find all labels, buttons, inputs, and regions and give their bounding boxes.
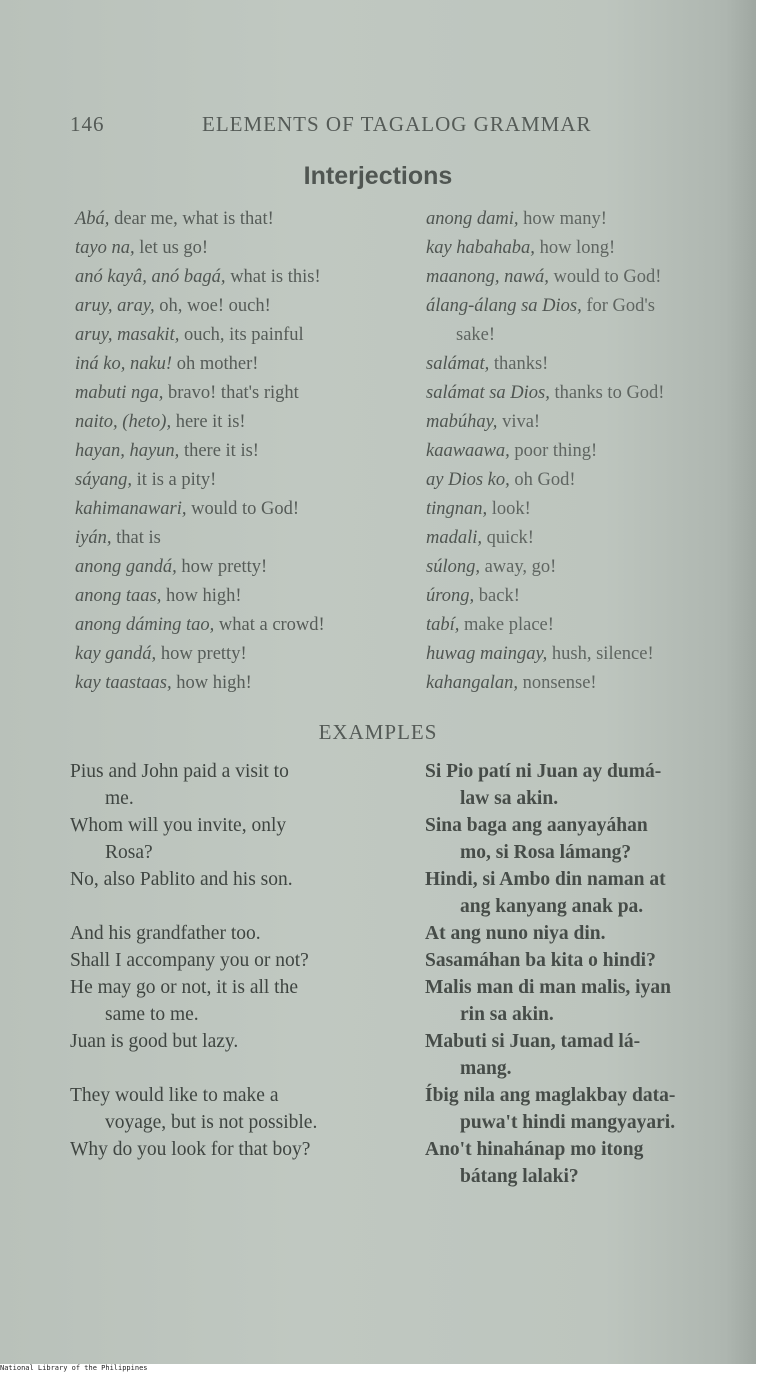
english-gloss: let us go!	[134, 238, 209, 258]
tagalog-term: tingnan,	[426, 499, 488, 519]
interjection-entry	[75, 495, 325, 524]
tagalog-example-line: Mabuti si Juan, tamad lá-	[425, 1031, 641, 1052]
spacer	[70, 1055, 317, 1082]
interjection-entry	[75, 611, 325, 640]
tagalog-term: tayo na,	[75, 238, 135, 258]
english-gloss: there it is!	[179, 441, 259, 461]
english-gloss: how high!	[171, 673, 252, 693]
interjection-entry	[426, 466, 664, 495]
interjection-entry	[75, 234, 325, 263]
examples-english-column	[70, 758, 317, 1163]
english-example-line: And his grandfather too.	[70, 923, 261, 944]
examples-tagalog-column	[425, 758, 675, 1190]
tagalog-example-line: Sina baga ang aanyayáhan	[425, 815, 648, 836]
english-gloss: what a crowd!	[214, 615, 325, 635]
tagalog-example-line: Malis man di man malis, iyan	[425, 977, 671, 998]
interjection-entry	[75, 669, 325, 698]
tagalog-term: madali,	[426, 528, 483, 548]
tagalog-example-line: bátang lalaki?	[460, 1166, 579, 1187]
interjection-entry	[75, 321, 325, 350]
interjection-entry	[75, 379, 325, 408]
tagalog-example-line: Hindi, si Ambo din naman at	[425, 869, 666, 890]
tagalog-term: anong taas,	[75, 586, 162, 606]
tagalog-term: kay taastaas,	[75, 673, 172, 693]
interjection-entry	[75, 524, 325, 553]
page-number: 146	[70, 112, 105, 136]
english-gloss: quick!	[482, 528, 534, 548]
english-gloss: dear me, what is that!	[109, 209, 274, 229]
tagalog-term: anong dáming tao,	[75, 615, 215, 635]
english-example-line: Rosa?	[105, 842, 153, 863]
interjection-entry	[75, 350, 325, 379]
tagalog-term: iyán,	[75, 528, 112, 548]
interjection-entry	[426, 292, 664, 321]
english-gloss: oh mother!	[172, 354, 259, 374]
english-gloss: how pretty!	[176, 557, 268, 577]
tagalog-term: tabí,	[426, 615, 460, 635]
interjection-entry	[426, 582, 664, 611]
interjection-entry	[75, 640, 325, 669]
english-gloss: bravo! that's right	[163, 383, 299, 403]
tagalog-example-line: Sasamáhan ba kita o hindi?	[425, 950, 656, 971]
english-example-line: He may go or not, it is all the	[70, 977, 299, 998]
english-gloss: how high!	[161, 586, 242, 606]
interjection-entry	[426, 553, 664, 582]
tagalog-term: Abá,	[75, 209, 110, 229]
english-gloss: sake!	[456, 325, 496, 345]
interjections-right-column	[426, 205, 664, 698]
interjection-entry	[75, 263, 325, 292]
tagalog-term: kahimanawari,	[75, 499, 187, 519]
interjection-entry	[426, 263, 664, 292]
english-example-line: Why do you look for that boy?	[70, 1139, 311, 1160]
interjection-entry	[75, 408, 325, 437]
interjection-entry	[426, 611, 664, 640]
english-gloss: thanks to God!	[549, 383, 665, 403]
english-gloss: ouch, its painful	[179, 325, 304, 345]
interjection-entry	[426, 669, 664, 698]
tagalog-term: aruy, aray,	[75, 296, 155, 316]
interjection-entry	[75, 553, 325, 582]
interjection-entry	[75, 205, 325, 234]
interjection-entry	[426, 321, 664, 350]
english-gloss: make place!	[459, 615, 554, 635]
examples-heading: EXAMPLES	[318, 720, 438, 744]
english-example-line: They would like to make a	[70, 1085, 279, 1106]
tagalog-term: anong gandá,	[75, 557, 177, 577]
english-example-line: same to me.	[105, 1004, 199, 1025]
english-gloss: viva!	[497, 412, 541, 432]
english-example-line: voyage, but is not possible.	[105, 1112, 318, 1133]
running-title: ELEMENTS OF TAGALOG GRAMMAR	[202, 112, 592, 136]
english-gloss: would to God!	[186, 499, 300, 519]
interjection-entry	[426, 524, 664, 553]
interjection-entry	[75, 466, 325, 495]
english-gloss: poor thing!	[509, 441, 598, 461]
tagalog-term: úrong,	[426, 586, 475, 606]
tagalog-term: ay Dios ko,	[426, 470, 510, 490]
tagalog-term: kaawaawa,	[426, 441, 510, 461]
english-example-line: No, also Pablito and his son.	[70, 869, 293, 890]
tagalog-term: hayan, hayun,	[75, 441, 180, 461]
english-gloss: for God's	[581, 296, 655, 316]
english-gloss: here it is!	[171, 412, 246, 432]
tagalog-example-line: mo, si Rosa lámang?	[460, 842, 632, 863]
tagalog-term: kay habahaba,	[426, 238, 535, 258]
tagalog-example-line: puwa't hindi mangyayari.	[460, 1112, 676, 1133]
section-title: Interjections	[303, 162, 453, 190]
tagalog-term: súlong,	[426, 557, 480, 577]
tagalog-term: anó kayâ, anó bagá,	[75, 267, 226, 287]
tagalog-term: álang-álang sa Dios,	[426, 296, 582, 316]
interjection-entry	[426, 234, 664, 263]
english-example-line: Juan is good but lazy.	[70, 1031, 239, 1052]
tagalog-example-line: rin sa akin.	[460, 1004, 554, 1025]
english-gloss: thanks!	[489, 354, 549, 374]
spacer	[70, 893, 317, 920]
interjection-entry	[75, 582, 325, 611]
english-gloss: how long!	[534, 238, 616, 258]
tagalog-example-line: Si Pio patí ni Juan ay dumá-	[425, 761, 662, 782]
tagalog-example-line: law sa akin.	[460, 788, 559, 809]
interjection-entry	[75, 292, 325, 321]
tagalog-term: salámat,	[426, 354, 490, 374]
tagalog-term: huwag maingay,	[426, 644, 548, 664]
interjection-entry	[426, 205, 664, 234]
tagalog-example-line: Ano't hinahánap mo itong	[425, 1139, 644, 1160]
tagalog-example-line: ang kanyang anak pa.	[460, 896, 644, 917]
english-gloss: how many!	[518, 209, 607, 229]
english-gloss: oh, woe! ouch!	[154, 296, 271, 316]
tagalog-example-line: At ang nuno niya din.	[425, 923, 606, 944]
english-example-line: me.	[105, 788, 134, 809]
tagalog-term: iná ko, naku!	[75, 354, 173, 374]
english-example-line: Shall I accompany you or not?	[70, 950, 309, 971]
interjection-entry	[426, 350, 664, 379]
interjection-entry	[426, 495, 664, 524]
footer-credit: National Library of the Philippines	[0, 1364, 762, 1373]
tagalog-example-line: Íbig nila ang maglakbay data-	[425, 1085, 676, 1106]
tagalog-term: kahangalan,	[426, 673, 518, 693]
interjection-entry	[426, 408, 664, 437]
running-head	[70, 112, 630, 138]
english-gloss: it is a pity!	[132, 470, 217, 490]
tagalog-term: anong dami,	[426, 209, 519, 229]
english-gloss: what is this!	[225, 267, 321, 287]
interjection-entry	[426, 379, 664, 408]
english-example-line: Whom will you invite, only	[70, 815, 287, 836]
english-gloss: oh God!	[509, 470, 576, 490]
english-gloss: would to God!	[548, 267, 662, 287]
english-gloss: nonsense!	[517, 673, 597, 693]
interjection-entry	[75, 437, 325, 466]
english-gloss: that is	[111, 528, 161, 548]
tagalog-term: mabuti nga,	[75, 383, 164, 403]
english-gloss: how pretty!	[156, 644, 247, 664]
tagalog-term: kay gandá,	[75, 644, 157, 664]
english-gloss: hush, silence!	[547, 644, 654, 664]
tagalog-term: aruy, masakit,	[75, 325, 180, 345]
english-gloss: look!	[487, 499, 531, 519]
english-gloss: back!	[474, 586, 520, 606]
interjection-entry	[426, 437, 664, 466]
tagalog-term: maanong, nawá,	[426, 267, 549, 287]
tagalog-term: mabúhay,	[426, 412, 498, 432]
tagalog-term: salámat sa Dios,	[426, 383, 550, 403]
interjection-entry	[426, 640, 664, 669]
english-example-line: Pius and John paid a visit to	[70, 761, 289, 782]
interjections-left-column	[75, 205, 325, 698]
tagalog-example-line: mang.	[460, 1058, 512, 1079]
tagalog-term: naito, (heto),	[75, 412, 172, 432]
tagalog-term: sáyang,	[75, 470, 133, 490]
english-gloss: away, go!	[479, 557, 557, 577]
